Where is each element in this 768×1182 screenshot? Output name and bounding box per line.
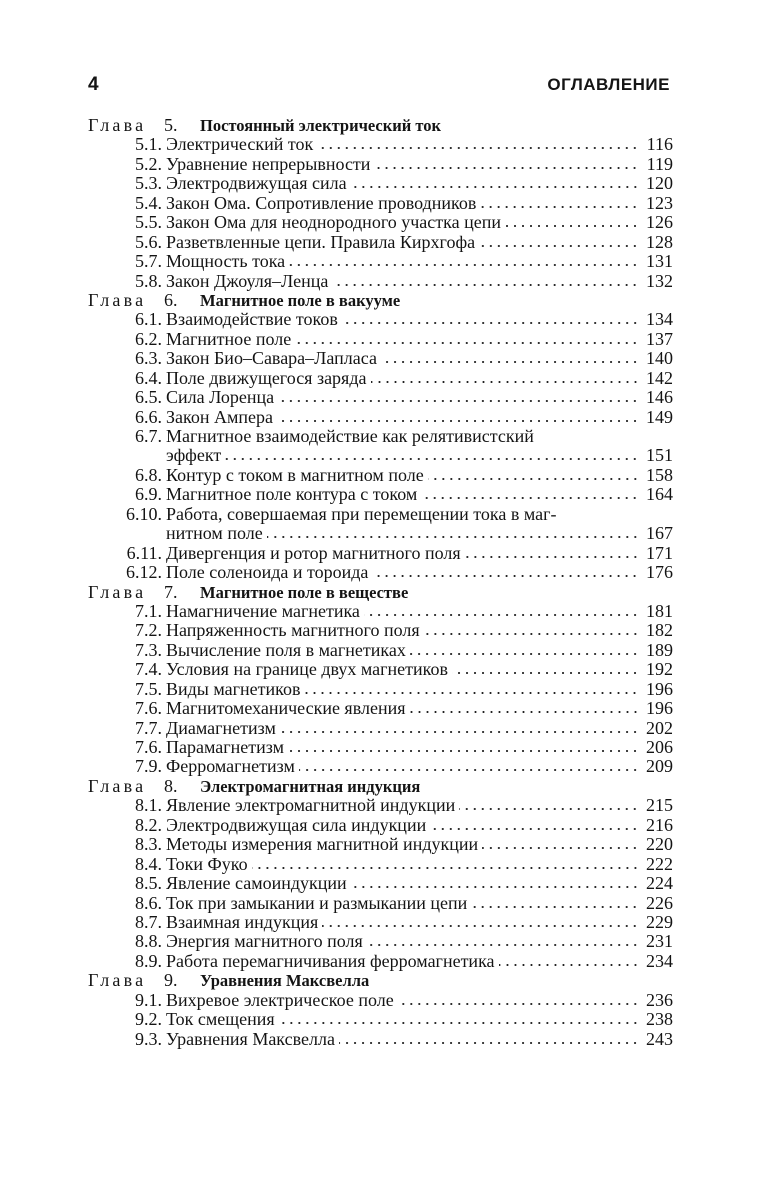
dot-leader xyxy=(225,457,639,461)
dot-leader xyxy=(322,924,639,928)
section-title: Закон Джоуля–Ленца xyxy=(166,270,329,291)
chapter-heading xyxy=(88,777,673,796)
toc-entry xyxy=(88,505,673,524)
toc-entry xyxy=(88,952,673,971)
section-page: 137 xyxy=(646,328,673,349)
toc-entry xyxy=(88,174,673,193)
section-title: Магнитное поле контура с током xyxy=(166,484,418,505)
toc-entry xyxy=(88,894,673,913)
toc-entry xyxy=(88,641,673,660)
section-body xyxy=(164,1010,673,1029)
dot-leader xyxy=(428,477,639,481)
dot-leader xyxy=(367,943,639,947)
section-page: 229 xyxy=(646,911,673,932)
section-body xyxy=(164,660,673,679)
toc-entry xyxy=(88,485,673,504)
dot-leader xyxy=(452,671,639,675)
toc-entry xyxy=(88,796,673,815)
section-page: 238 xyxy=(646,1009,673,1030)
section-title: Взаимная индукция xyxy=(166,911,319,932)
dot-leader xyxy=(465,555,639,559)
chapter-title: Уравнения Максвелла xyxy=(200,971,370,991)
chapter-number: 5. xyxy=(164,115,178,135)
section-number: 6.12. xyxy=(126,562,162,583)
section-body xyxy=(164,932,673,951)
section-page: 202 xyxy=(646,717,673,738)
section-page: 206 xyxy=(646,737,673,757)
dot-leader xyxy=(304,691,639,695)
dot-leader xyxy=(479,244,639,248)
section-body xyxy=(164,310,673,329)
section-body xyxy=(164,738,673,757)
toc-entry xyxy=(88,544,673,563)
section-page: 226 xyxy=(646,892,673,913)
dot-leader xyxy=(332,283,639,287)
section-title: Электродвижущая сила индукции xyxy=(166,814,427,835)
chapter-heading xyxy=(88,583,673,602)
dot-leader xyxy=(371,380,640,384)
section-title: Мощность тока xyxy=(166,251,286,272)
section-number: 9.3. xyxy=(135,1028,162,1049)
toc-entry xyxy=(88,388,673,407)
section-title: Закон Ома для неоднородного участка цепи xyxy=(166,212,501,233)
toc-entry xyxy=(88,213,673,232)
toc-entry xyxy=(88,563,673,582)
section-body xyxy=(164,408,673,427)
section-number: 7.5. xyxy=(135,678,162,699)
section-page: 196 xyxy=(646,678,673,699)
section-title: Сила Лоренца xyxy=(166,387,275,408)
dot-leader xyxy=(398,1002,639,1006)
dot-leader xyxy=(342,321,639,325)
section-page: 158 xyxy=(646,464,673,485)
section-page: 182 xyxy=(646,620,673,641)
section-page: 234 xyxy=(646,950,673,971)
section-body xyxy=(164,680,673,699)
dot-leader xyxy=(505,224,639,228)
toc-entry xyxy=(88,252,673,271)
section-body xyxy=(164,991,673,1010)
section-body xyxy=(164,621,673,640)
section-body xyxy=(164,913,673,932)
section-body xyxy=(164,446,673,465)
section-body xyxy=(164,155,673,174)
section-body xyxy=(164,272,673,291)
toc-entry xyxy=(88,369,673,388)
section-title: Поле соленоида и тороида xyxy=(166,562,369,583)
section-body xyxy=(164,1030,673,1049)
section-page: 164 xyxy=(646,484,673,505)
section-number: 5.4. xyxy=(135,192,162,213)
toc-entry xyxy=(88,1010,673,1029)
section-number: 8.5. xyxy=(135,873,162,894)
toc-entry xyxy=(88,991,673,1010)
chapter-word: Глава xyxy=(88,289,147,310)
section-body xyxy=(164,427,673,446)
chapter-title: Магнитное поле в веществе xyxy=(200,582,409,602)
section-title-continuation: нитном поле xyxy=(166,523,263,544)
section-number: 6.3. xyxy=(135,348,162,369)
section-number: 5.2. xyxy=(135,153,162,174)
section-page: 126 xyxy=(646,212,673,233)
section-number: 7.9. xyxy=(135,756,162,777)
dot-leader xyxy=(278,399,639,403)
section-body xyxy=(164,894,673,913)
toc-entry xyxy=(88,272,673,291)
section-body xyxy=(164,563,673,582)
section-number: 8.7. xyxy=(135,911,162,932)
section-body xyxy=(164,855,673,874)
toc-entry xyxy=(88,757,673,776)
section-title: Разветвленные цепи. Правила Кирхгофа xyxy=(166,231,476,252)
section-title: Методы измерения магнитной индукции xyxy=(166,834,479,855)
section-title: Энергия магнитного поля xyxy=(166,931,363,952)
section-title: Ферромагнетизм xyxy=(166,756,295,777)
section-page: 134 xyxy=(646,309,673,330)
chapter-heading xyxy=(88,291,673,310)
toc-entry xyxy=(88,719,673,738)
section-page: 196 xyxy=(646,698,673,719)
chapter-heading xyxy=(88,116,673,135)
section-number: 8.1. xyxy=(135,795,162,816)
section-page: 231 xyxy=(646,931,673,952)
toc-entry xyxy=(88,680,673,699)
section-page: 120 xyxy=(646,173,673,194)
dot-leader xyxy=(374,166,639,170)
section-body xyxy=(164,174,673,193)
section-number: 6.7. xyxy=(135,426,162,446)
page-header xyxy=(88,74,670,104)
section-number: 8.6. xyxy=(135,892,162,913)
dot-leader xyxy=(430,827,639,831)
section-body xyxy=(164,388,673,407)
section-page: 123 xyxy=(646,192,673,213)
section-body xyxy=(164,952,673,971)
section-body xyxy=(164,252,673,271)
section-page: 189 xyxy=(646,639,673,660)
section-body xyxy=(164,330,673,349)
toc-entry xyxy=(88,310,673,329)
section-page: 192 xyxy=(646,659,673,680)
dot-leader xyxy=(482,846,639,850)
section-number: 5.3. xyxy=(135,173,162,194)
toc-entry xyxy=(88,349,673,368)
toc-entry xyxy=(88,874,673,893)
section-page: 181 xyxy=(646,600,673,621)
dot-leader xyxy=(410,710,640,714)
section-number: 6.8. xyxy=(135,464,162,485)
dot-leader xyxy=(471,905,639,909)
toc-entry xyxy=(88,427,673,446)
section-number: 7.7. xyxy=(135,717,162,738)
dot-leader xyxy=(299,768,639,772)
section-page: 215 xyxy=(646,795,673,816)
toc-entry xyxy=(88,155,673,174)
dot-leader xyxy=(351,185,639,189)
section-body xyxy=(164,816,673,835)
section-title: Явление электромагнитной индукции xyxy=(166,795,456,816)
dot-leader xyxy=(267,535,639,539)
section-body xyxy=(164,213,673,232)
section-page: 209 xyxy=(646,756,673,777)
section-title-continuation: эффект xyxy=(166,445,222,466)
section-title: Условия на границе двух магнетиков xyxy=(166,659,448,680)
chapter-word: Глава xyxy=(88,775,147,796)
section-number: 9.2. xyxy=(135,1009,162,1030)
section-number: 6.6. xyxy=(135,406,162,427)
section-title: Закон Ома. Сопротивление проводников xyxy=(166,192,477,213)
section-title: Вычисление поля в магнетиках xyxy=(166,639,406,660)
section-number: 7.3. xyxy=(135,639,162,660)
section-number: 6.1. xyxy=(135,309,162,330)
dot-leader xyxy=(424,632,639,636)
chapter-heading xyxy=(88,971,673,990)
chapter-number: 7. xyxy=(164,581,178,602)
section-number: 5.6. xyxy=(135,231,162,252)
section-title: Магнитомеханические явления xyxy=(166,698,406,719)
dot-leader xyxy=(372,574,639,578)
chapter-number: 8. xyxy=(164,775,178,796)
section-page: 216 xyxy=(646,814,673,835)
section-title: Парамагнетизм xyxy=(166,737,284,757)
section-title: Уравнение непрерывности xyxy=(166,153,371,174)
chapter-number: 9. xyxy=(164,970,178,991)
section-title: Ток при замыкании и размыкании цепи xyxy=(166,892,468,913)
chapter-title: Магнитное поле в вакууме xyxy=(200,290,401,310)
dot-leader xyxy=(381,360,639,364)
section-title: Виды магнетиков xyxy=(166,678,301,699)
chapter-title: Электромагнитная индукция xyxy=(200,776,421,796)
dot-leader xyxy=(410,652,639,656)
section-body xyxy=(164,835,673,854)
toc-entry xyxy=(88,1030,673,1049)
dot-leader xyxy=(480,205,639,209)
section-title: Намагничение магнетика xyxy=(166,600,360,621)
section-number: 6.4. xyxy=(135,367,162,388)
section-title: Магнитное взаимодействие как релятивистский xyxy=(166,426,534,446)
chapter-title: Постоянный электрический ток xyxy=(200,116,442,135)
section-title: Явление самоиндукции xyxy=(166,873,347,894)
section-number: 6.5. xyxy=(135,387,162,408)
section-number: 8.9. xyxy=(135,950,162,971)
section-page: 131 xyxy=(646,251,673,272)
section-title: Напряженность магнитного поля xyxy=(166,620,420,641)
section-page: 140 xyxy=(646,348,673,369)
section-body xyxy=(164,524,673,543)
section-page: 146 xyxy=(646,387,673,408)
section-page: 243 xyxy=(646,1028,673,1049)
toc-entry xyxy=(88,233,673,252)
section-body xyxy=(164,194,673,213)
section-title: Закон Ампера xyxy=(166,406,273,427)
toc-entry xyxy=(88,699,673,718)
chapter-word: Глава xyxy=(88,581,147,602)
section-body xyxy=(164,466,673,485)
toc-entry-continuation xyxy=(88,446,673,465)
section-title: Работа, совершаемая при перемещении тока в маг- xyxy=(166,503,557,524)
section-page: 132 xyxy=(646,270,673,291)
dot-leader xyxy=(295,341,639,345)
page-number: 4 xyxy=(88,74,99,95)
section-body xyxy=(164,719,673,738)
dot-leader xyxy=(351,885,639,889)
dot-leader xyxy=(499,963,639,967)
table-of-contents xyxy=(88,116,673,1049)
section-title: Уравнения Максвелла xyxy=(166,1028,335,1049)
section-number: 6.10. xyxy=(126,503,162,524)
section-title: Магнитное поле xyxy=(166,328,292,349)
section-body xyxy=(164,485,673,504)
section-number: 7.2. xyxy=(135,620,162,641)
chapter-word: Глава xyxy=(88,115,147,135)
toc-entry xyxy=(88,466,673,485)
section-page: 149 xyxy=(646,406,673,427)
section-page: 224 xyxy=(646,873,673,894)
section-body xyxy=(164,233,673,252)
section-body xyxy=(164,641,673,660)
section-number: 5.7. xyxy=(135,251,162,272)
section-body xyxy=(164,369,673,388)
section-title: Токи Фуко xyxy=(166,853,248,874)
section-number: 8.8. xyxy=(135,931,162,952)
section-body xyxy=(164,757,673,776)
toc-entry xyxy=(88,738,673,757)
section-body xyxy=(164,349,673,368)
toc-entry xyxy=(88,330,673,349)
section-number: 8.4. xyxy=(135,853,162,874)
toc-entry xyxy=(88,660,673,679)
section-number: 9.1. xyxy=(135,989,162,1010)
toc-entry xyxy=(88,932,673,951)
toc-entry xyxy=(88,135,673,154)
section-body xyxy=(164,796,673,815)
section-page: 167 xyxy=(646,523,673,544)
section-number: 7.1. xyxy=(135,600,162,621)
section-body xyxy=(164,135,673,154)
section-title: Взаимодействие токов xyxy=(166,309,338,330)
section-title: Работа перемагничивания ферромагнетика xyxy=(166,950,495,971)
section-title: Закон Био–Савара–Лапласа xyxy=(166,348,377,369)
section-number: 8.3. xyxy=(135,834,162,855)
section-number: 5.8. xyxy=(135,270,162,291)
section-title: Вихревое электрическое поле xyxy=(166,989,394,1010)
section-page: 116 xyxy=(646,134,673,155)
section-page: 220 xyxy=(646,834,673,855)
section-page: 151 xyxy=(646,445,673,466)
toc-entry xyxy=(88,913,673,932)
section-number: 5.1. xyxy=(135,134,162,155)
running-title: ОГЛАВЛЕНИЕ xyxy=(547,75,670,94)
dot-leader xyxy=(459,807,639,811)
toc-entry xyxy=(88,621,673,640)
section-page: 222 xyxy=(646,853,673,874)
dot-leader xyxy=(279,1021,639,1025)
chapter-word: Глава xyxy=(88,970,147,991)
section-page: 119 xyxy=(646,153,673,174)
section-title: Контур с током в магнитном поле xyxy=(166,464,424,485)
toc-entry xyxy=(88,602,673,621)
dot-leader xyxy=(288,749,639,753)
section-title: Поле движущегося заряда xyxy=(166,367,367,388)
section-body xyxy=(164,699,673,718)
toc-entry xyxy=(88,855,673,874)
toc-entry-continuation xyxy=(88,524,673,543)
section-page: 176 xyxy=(646,562,673,583)
section-body xyxy=(164,874,673,893)
dot-leader xyxy=(339,1041,639,1045)
section-title: Электрический ток xyxy=(166,134,314,155)
dot-leader xyxy=(280,730,639,734)
section-number: 6.9. xyxy=(135,484,162,505)
section-number: 6.11. xyxy=(126,542,162,563)
dot-leader xyxy=(289,263,639,267)
section-title: Диамагнетизм xyxy=(166,717,276,738)
dot-leader xyxy=(317,146,639,150)
section-body xyxy=(164,602,673,621)
toc-entry xyxy=(88,194,673,213)
toc-entry xyxy=(88,408,673,427)
section-page: 128 xyxy=(646,231,673,252)
dot-leader xyxy=(364,613,639,617)
section-number: 6.2. xyxy=(135,328,162,349)
toc-entry xyxy=(88,835,673,854)
dot-leader xyxy=(421,496,639,500)
section-page: 171 xyxy=(646,542,673,563)
section-body xyxy=(164,505,673,524)
dot-leader xyxy=(277,419,639,423)
section-title: Электродвижущая сила xyxy=(166,173,347,194)
section-number: 7.6. xyxy=(135,698,162,719)
section-number: 7.6. xyxy=(135,737,162,757)
section-title: Дивергенция и ротор магнитного поля xyxy=(166,542,461,563)
chapter-number: 6. xyxy=(164,289,178,310)
toc-entry xyxy=(88,816,673,835)
section-title: Ток смещения xyxy=(166,1009,275,1030)
section-body xyxy=(164,544,673,563)
dot-leader xyxy=(252,866,639,870)
section-number: 8.2. xyxy=(135,814,162,835)
section-page: 142 xyxy=(646,367,673,388)
section-number: 7.4. xyxy=(135,659,162,680)
section-page: 236 xyxy=(646,989,673,1010)
section-number: 5.5. xyxy=(135,212,162,233)
